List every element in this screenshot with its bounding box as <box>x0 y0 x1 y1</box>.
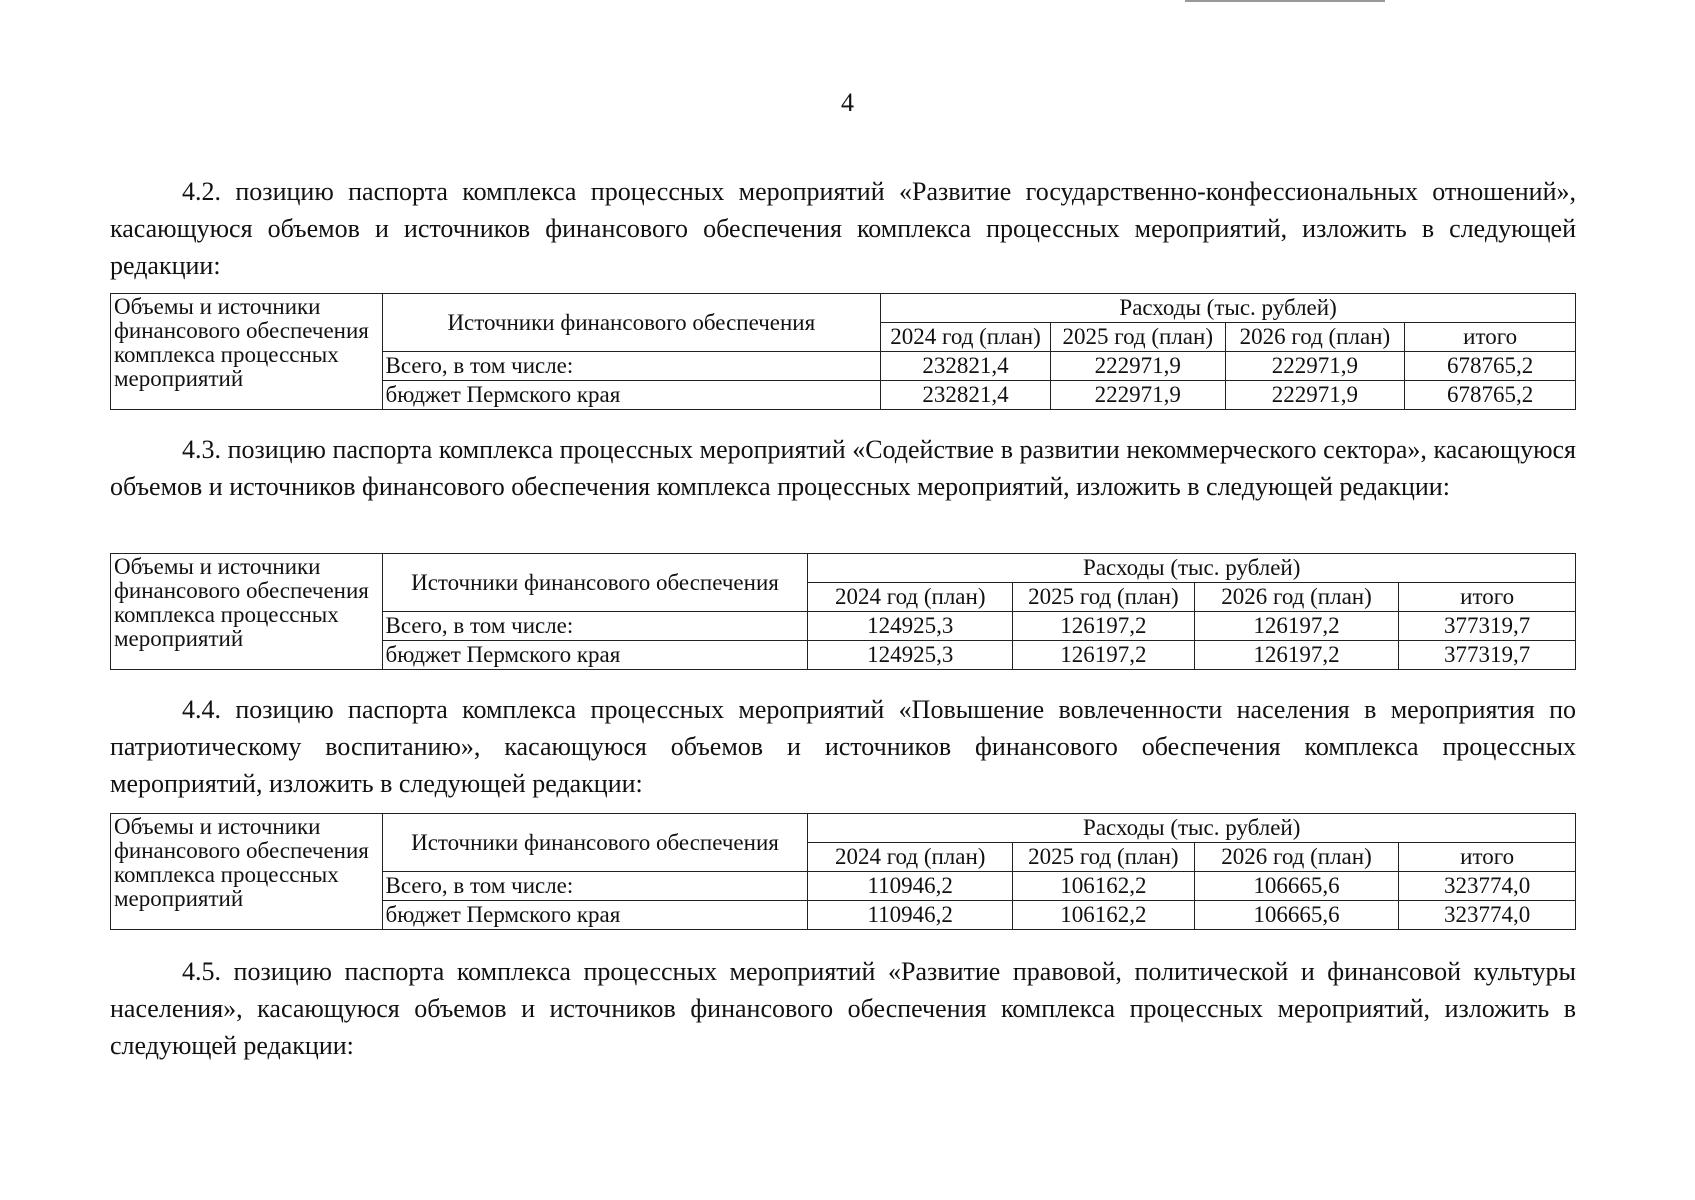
year-header: 2024 год (план) <box>881 323 1051 352</box>
table-row <box>111 814 1576 843</box>
value-cell: 106665,6 <box>1194 901 1399 930</box>
row-name: бюджет Пермского края <box>382 641 808 670</box>
year-header: 2026 год (план) <box>1194 843 1399 872</box>
expenses-header: Расходы (тыс. рублей) <box>881 294 1576 323</box>
section-4-5 <box>110 953 1576 1064</box>
section-4-4 <box>110 691 1576 802</box>
value-cell: 126197,2 <box>1194 612 1399 641</box>
row-name: бюджет Пермского края <box>382 381 881 410</box>
sources-header: Источники финансового обеспечения <box>382 294 881 352</box>
table-label-cell: Объемы и источники финансового обеспечения комплекса процессных мероприятий <box>111 814 383 930</box>
year-header: 2025 год (план) <box>1013 843 1195 872</box>
table-label-cell: Объемы и источники финансового обеспечения комплекса процессных мероприятий <box>111 294 383 410</box>
total-header: итого <box>1399 583 1576 612</box>
expenses-header: Расходы (тыс. рублей) <box>808 554 1576 583</box>
section-4-3 <box>110 431 1576 505</box>
section-4-2 <box>110 173 1576 284</box>
finance-table <box>110 813 1576 930</box>
value-cell: 678765,2 <box>1405 381 1576 410</box>
value-cell: 222971,9 <box>1050 381 1225 410</box>
value-cell: 126197,2 <box>1013 641 1195 670</box>
section-paragraph: 4.3. позицию паспорта комплекса процессных мероприятий «Содействие в развитии некоммерческого сектора», касающуюся объемов и источников финансового обеспечения комплекса процессных мероприятий, изложить в следующей редакции: <box>110 435 1576 501</box>
total-header: итого <box>1405 323 1576 352</box>
value-cell: 377319,7 <box>1399 612 1576 641</box>
finance-table-4-3-wrapper <box>110 553 1576 670</box>
value-cell: 222971,9 <box>1050 352 1225 381</box>
section-paragraph: 4.4. позицию паспорта комплекса процессных мероприятий «Повышение вовлеченности населения в мероприятия по патриотическому воспитанию», касающуюся объемов и источников финансового обеспечения комплекса процессных мероприятий, изложить в следующей редакции: <box>110 695 1576 798</box>
value-cell: 124925,3 <box>808 612 1013 641</box>
value-cell: 126197,2 <box>1194 641 1399 670</box>
value-cell: 106162,2 <box>1013 872 1195 901</box>
year-header: 2026 год (план) <box>1194 583 1399 612</box>
finance-table <box>110 553 1576 670</box>
finance-table-4-2-wrapper <box>110 293 1576 410</box>
row-name: бюджет Пермского края <box>382 901 808 930</box>
table-label-cell: Объемы и источники финансового обеспечения комплекса процессных мероприятий <box>111 554 383 670</box>
page-number: 4 <box>841 88 854 117</box>
value-cell: 110946,2 <box>808 872 1013 901</box>
value-cell: 106665,6 <box>1194 872 1399 901</box>
section-paragraph: 4.5. позицию паспорта комплекса процессных мероприятий «Развитие правовой, политической и финансовой культуры населения», касающуюся объемов и источников финансового обеспечения комплекса процессных мероприятий, изложить в следующей редакции: <box>110 957 1576 1060</box>
row-name: Всего, в том числе: <box>382 872 808 901</box>
table-row <box>111 294 1576 323</box>
section-paragraph: 4.2. позицию паспорта комплекса процессных мероприятий «Развитие государственно-конфессиональных отношений», касающуюся объемов и источников финансового обеспечения комплекса процессных мероприятий, изложить в следующей редакции: <box>110 177 1576 280</box>
finance-table-4-4-wrapper <box>110 813 1576 930</box>
value-cell: 126197,2 <box>1013 612 1195 641</box>
table-row <box>111 554 1576 583</box>
total-header: итого <box>1399 843 1576 872</box>
value-cell: 678765,2 <box>1405 352 1576 381</box>
expenses-header: Расходы (тыс. рублей) <box>808 814 1576 843</box>
sources-header: Источники финансового обеспечения <box>382 814 808 872</box>
value-cell: 110946,2 <box>808 901 1013 930</box>
value-cell: 124925,3 <box>808 641 1013 670</box>
value-cell: 106162,2 <box>1013 901 1195 930</box>
sources-header: Источники финансового обеспечения <box>382 554 808 612</box>
value-cell: 232821,4 <box>881 381 1051 410</box>
row-name: Всего, в том числе: <box>382 352 881 381</box>
value-cell: 323774,0 <box>1399 901 1576 930</box>
value-cell: 222971,9 <box>1225 352 1405 381</box>
year-header: 2024 год (план) <box>808 583 1013 612</box>
value-cell: 232821,4 <box>881 352 1051 381</box>
finance-table <box>110 293 1576 410</box>
year-header: 2025 год (план) <box>1013 583 1195 612</box>
value-cell: 222971,9 <box>1225 381 1405 410</box>
value-cell: 323774,0 <box>1399 872 1576 901</box>
year-header: 2024 год (план) <box>808 843 1013 872</box>
scan-edge-mark <box>1185 0 1385 2</box>
value-cell: 377319,7 <box>1399 641 1576 670</box>
year-header: 2026 год (план) <box>1225 323 1405 352</box>
year-header: 2025 год (план) <box>1050 323 1225 352</box>
row-name: Всего, в том числе: <box>382 612 808 641</box>
